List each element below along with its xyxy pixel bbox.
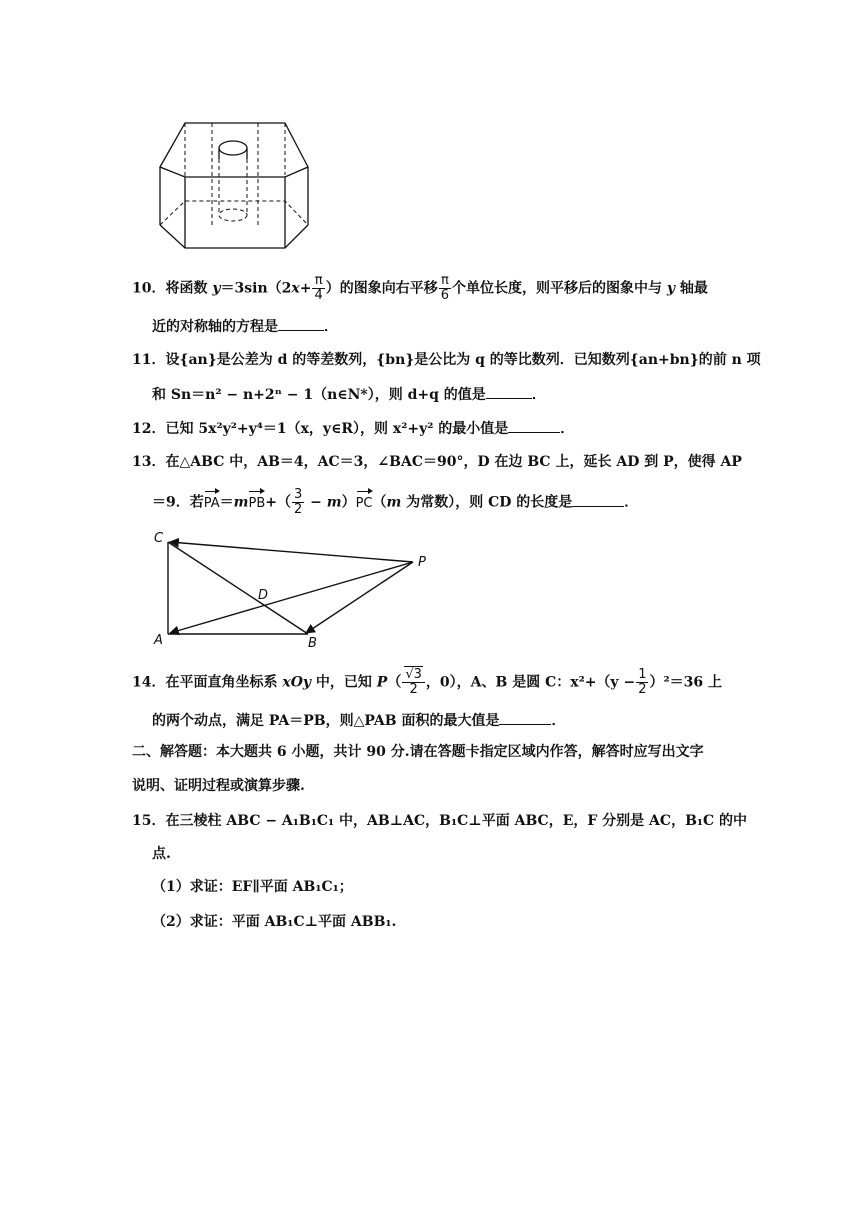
answer-blank (278, 316, 324, 331)
fraction-pi-over-6: $\frac{\pi}{6}$ (440, 273, 450, 303)
section-2-heading-line2: 说明、证明过程或演算步骤. (132, 778, 305, 794)
question-15-part2: （2）求证：平面 AB₁C⊥平面 ABB₁. (152, 914, 397, 930)
question-11-line2: 和 Sn＝n² − n+2ⁿ − 1（n∈N*），则 d+q 的值是 ． (152, 384, 546, 405)
question-14: 14．在平面直角坐标系 xOy 中，已知 P（ $\frac{√3}{2}$ ，0），A、B 是圆 C：x²+（y − $\frac{1}{2}$ ）²＝36 上 (132, 667, 722, 697)
prism-diagram (150, 115, 330, 255)
question-15: 15．在三棱柱 ABC − A₁B₁C₁ 中，AB⊥AC，B₁C⊥平面 ABC，E，F 分别是 AC，B₁C 的中 (132, 813, 748, 829)
fraction-1-over-2: $\frac{1}{2}$ (638, 667, 647, 697)
question-11: 11．设{an}是公差为 d 的等差数列，{bn}是公比为 q 的等比数列．已知数列{an+bn}的前 n 项 (132, 352, 761, 368)
question-13-line2: ＝9．若PA＝mPB+（ $\frac{3}{2}$ − m）PC（m 为常数），则 CD 的长度是 ． (152, 487, 639, 517)
question-15-part1: （1）求证：EF∥平面 AB₁C₁； (152, 879, 353, 895)
vector-pa: PA (204, 489, 220, 514)
question-15-line2: 点. (152, 846, 171, 862)
answer-blank (486, 384, 532, 399)
section-2-heading: 二、解答题：本大题共 6 小题，共计 90 分.请在答题卡指定区域内作答，解答时应写出文字 (132, 744, 704, 760)
answer-blank (508, 418, 560, 433)
label-b: B (308, 636, 317, 650)
question-12: 12．已知 5x²y²+y⁴＝1（x，y∈R），则 x²+y² 的最小值是 ． (132, 418, 574, 439)
question-14-line2: 的两个动点，满足 PA＝PB，则△PAB 面积的最大值是 ． (152, 710, 565, 731)
label-p: P (418, 555, 426, 570)
vector-pc: PC (356, 489, 373, 514)
question-13: 13．在△ABC 中，AB＝4，AC＝3，∠BAC＝90°，D 在边 BC 上，延长 AD 到 P，使得 AP (132, 454, 742, 470)
label-c: C (154, 531, 164, 546)
fraction-sqrt3-over-2: $\frac{√3}{2}$ (402, 668, 425, 697)
answer-blank (572, 492, 624, 507)
answer-blank (499, 710, 551, 725)
label-a: A (154, 633, 163, 648)
fraction-pi-over-4: $\frac{\pi}{4}$ (314, 273, 323, 303)
label-d: D (258, 588, 269, 603)
vector-pb: PB (248, 489, 265, 514)
fraction-3-over-2: $\frac{3}{2}$ (293, 487, 303, 517)
question-10-line2: 近的对称轴的方程是 ． (152, 316, 338, 337)
question-10: 10．将函数 y＝3sin（2x+ $\frac{\pi}{4}$ ）的图象向右平移 $\frac{\pi}{6}$ 个单位长度，则平移后的图象中与 y 轴最 (132, 273, 708, 303)
triangle-diagram (148, 524, 438, 650)
